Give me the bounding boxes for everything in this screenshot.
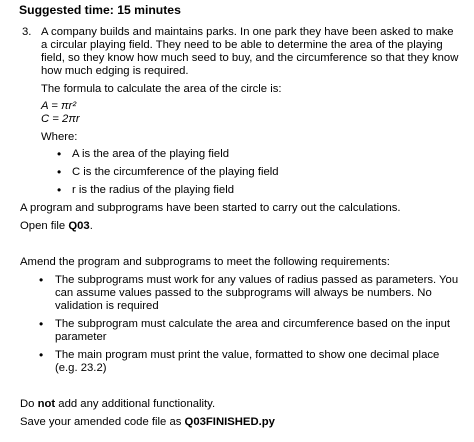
do-not-emphasis: not — [37, 398, 56, 410]
bullet: • — [57, 183, 62, 197]
program-started: A program and subprograms have been started to carry out the calculations. — [20, 202, 401, 214]
question-number: 3. — [22, 26, 32, 38]
amend-intro: Amend the program and subprograms to meet the following requirements: — [20, 256, 390, 268]
requirement-3-line-1: The main program must print the value, formatted to show one decimal place — [55, 349, 440, 361]
bullet: • — [39, 273, 44, 287]
requirement-1-line-1: The subprograms must work for any values of radius passed as parameters. You — [55, 274, 459, 286]
save-prefix: Save your amended code file as — [20, 416, 185, 428]
open-file-suffix: . — [89, 220, 93, 232]
requirement-2-line-2: parameter — [55, 331, 107, 343]
save-instruction — [20, 416, 275, 429]
save-filename: Q03FINISHED.py — [184, 416, 275, 428]
do-not-instruction — [20, 398, 215, 411]
open-file-instruction — [20, 220, 93, 233]
do-not-prefix: Do — [20, 398, 38, 410]
requirement-3-line-2: (e.g. 23.2) — [55, 362, 107, 374]
open-file-name: Q03 — [68, 220, 90, 232]
formula-area: A = πr² — [41, 100, 77, 112]
intro-line-3: field, so they know how much seed to buy, and the circumference so that they know — [41, 52, 459, 64]
intro-line-4: how much edging is required. — [41, 65, 189, 77]
bullet: • — [39, 348, 44, 362]
requirement-1-line-3: validation is required — [55, 300, 159, 312]
intro-line-2: a circular playing field. They need to be able to determine the area of the playing — [41, 39, 443, 51]
requirement-2-line-1: The subprogram must calculate the area and circumference based on the input — [55, 318, 450, 330]
bullet: • — [57, 147, 62, 161]
intro-line-1: A company builds and maintains parks. In one park they have been asked to make — [41, 26, 454, 38]
do-not-suffix: add any additional functionality. — [55, 398, 216, 410]
open-file-prefix: Open file — [20, 220, 69, 232]
where-item-area: A is the area of the playing field — [72, 148, 230, 160]
bullet: • — [39, 317, 44, 331]
heading: Suggested time: 15 minutes — [19, 3, 181, 17]
where-label: Where: — [41, 131, 78, 143]
where-item-radius: r is the radius of the playing field — [72, 184, 235, 196]
formula-circumference: C = 2πr — [41, 113, 80, 125]
formula-intro: The formula to calculate the area of the circle is: — [41, 83, 282, 95]
bullet: • — [57, 165, 62, 179]
where-item-circumference: C is the circumference of the playing field — [72, 166, 279, 178]
requirement-1-line-2: can assume values passed to the subprograms will always be numbers. No — [55, 287, 432, 299]
